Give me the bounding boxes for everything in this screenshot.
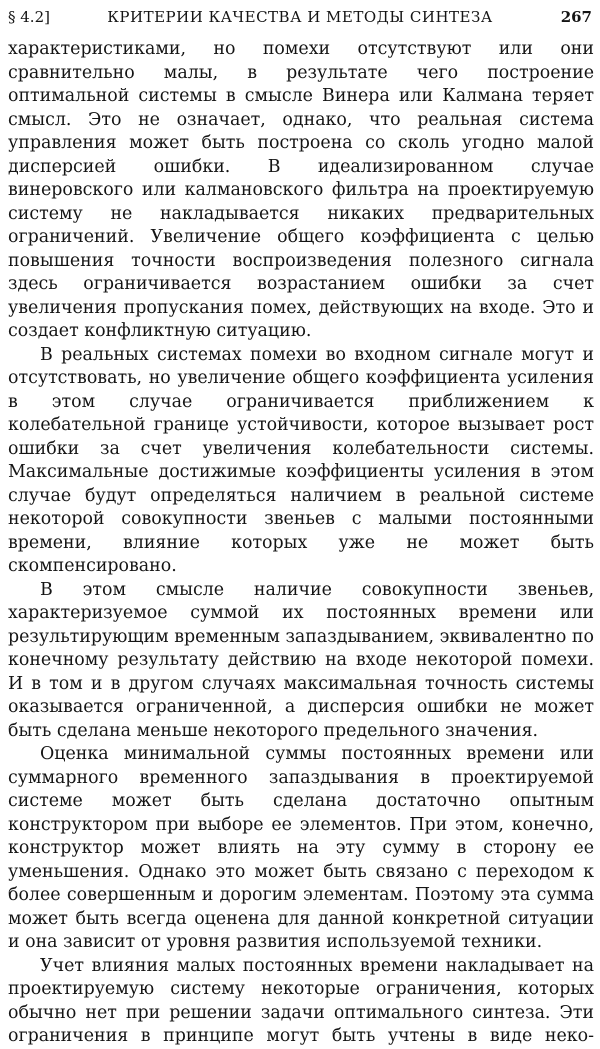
section-number: § 4.2] [8, 8, 50, 26]
paragraph: В этом смысле наличие совокупности звеньев, характеризуемое суммой их постоянных времени или результирующим временным запаздыванием, эквивалентно по конечному результату действию на входе некоторой помехи. И в том и в другом случаях максимальная точность системы оказывается ограниченной, а дисперсия ошибки не может быть сделана меньше некоторого предельного значения. [8, 579, 594, 741]
chapter-title: КРИТЕРИИ КАЧЕСТВА И МЕТОДЫ СИНТЕЗА [107, 8, 493, 26]
page-number: 267 [560, 8, 592, 26]
paragraph: Оценка минимальной суммы постоянных времени или суммарного временного запаздывания в проектируемой системе может быть сделана достаточно опытным конструктором при выборе ее элементов. При этом, конечно, конструктор может влиять на эту сумму в сторону ее уменьшения. Однако это может быть связано с переходом к более совершенным и дорогим элементам. Поэтому эта сумма может быть всегда оценена для данной конкретной ситуации и она зависит от уровня развития используемой техники. [8, 744, 594, 952]
running-header [8, 6, 592, 28]
body-text [8, 38, 594, 1049]
paragraph-continuation: характеристиками, но помехи отсутствуют или они сравнительно малы, в результате чего построение оптимальной системы в смысле Винера или Калмана теряет смысл. Это не означает, однако, что реальная система управления может быть построена со сколь угодно малой дисперсией ошибки. В идеализированном случае винеровского или калмановского фильтра на проектируемую систему не накладывается никаких предварительных ограничений. Увеличение общего коэффициента с целью повышения точности воспроизведения полезного сигнала здесь ограничивается возрастанием ошибки за счет увеличения пропускания помех, действующих на входе. Это и создает конфликтную ситуацию. [8, 39, 594, 341]
paragraph: В реальных системах помехи во входном сигнале могут и отсутствовать, но увеличение общего коэффициента усиления в этом случае ограничивается приближением к колебательной границе устойчивости, которое вызывает рост ошибки за счет увеличения колебательности системы. Максимальные достижимые коэффициенты усиления в этом случае будут определяться наличием в реальной системе некоторой совокупности звеньев с малыми постоянными времени, влияние которых уже не может быть скомпенсировано. [8, 344, 594, 576]
paragraph: Учет влияния малых постоянных времени накладывает на проектируемую систему некоторые ограничения, которых обычно нет при решении задачи оптимального синтеза. Эти ограничения в принципе могут быть учтены в виде неко- [8, 955, 594, 1046]
